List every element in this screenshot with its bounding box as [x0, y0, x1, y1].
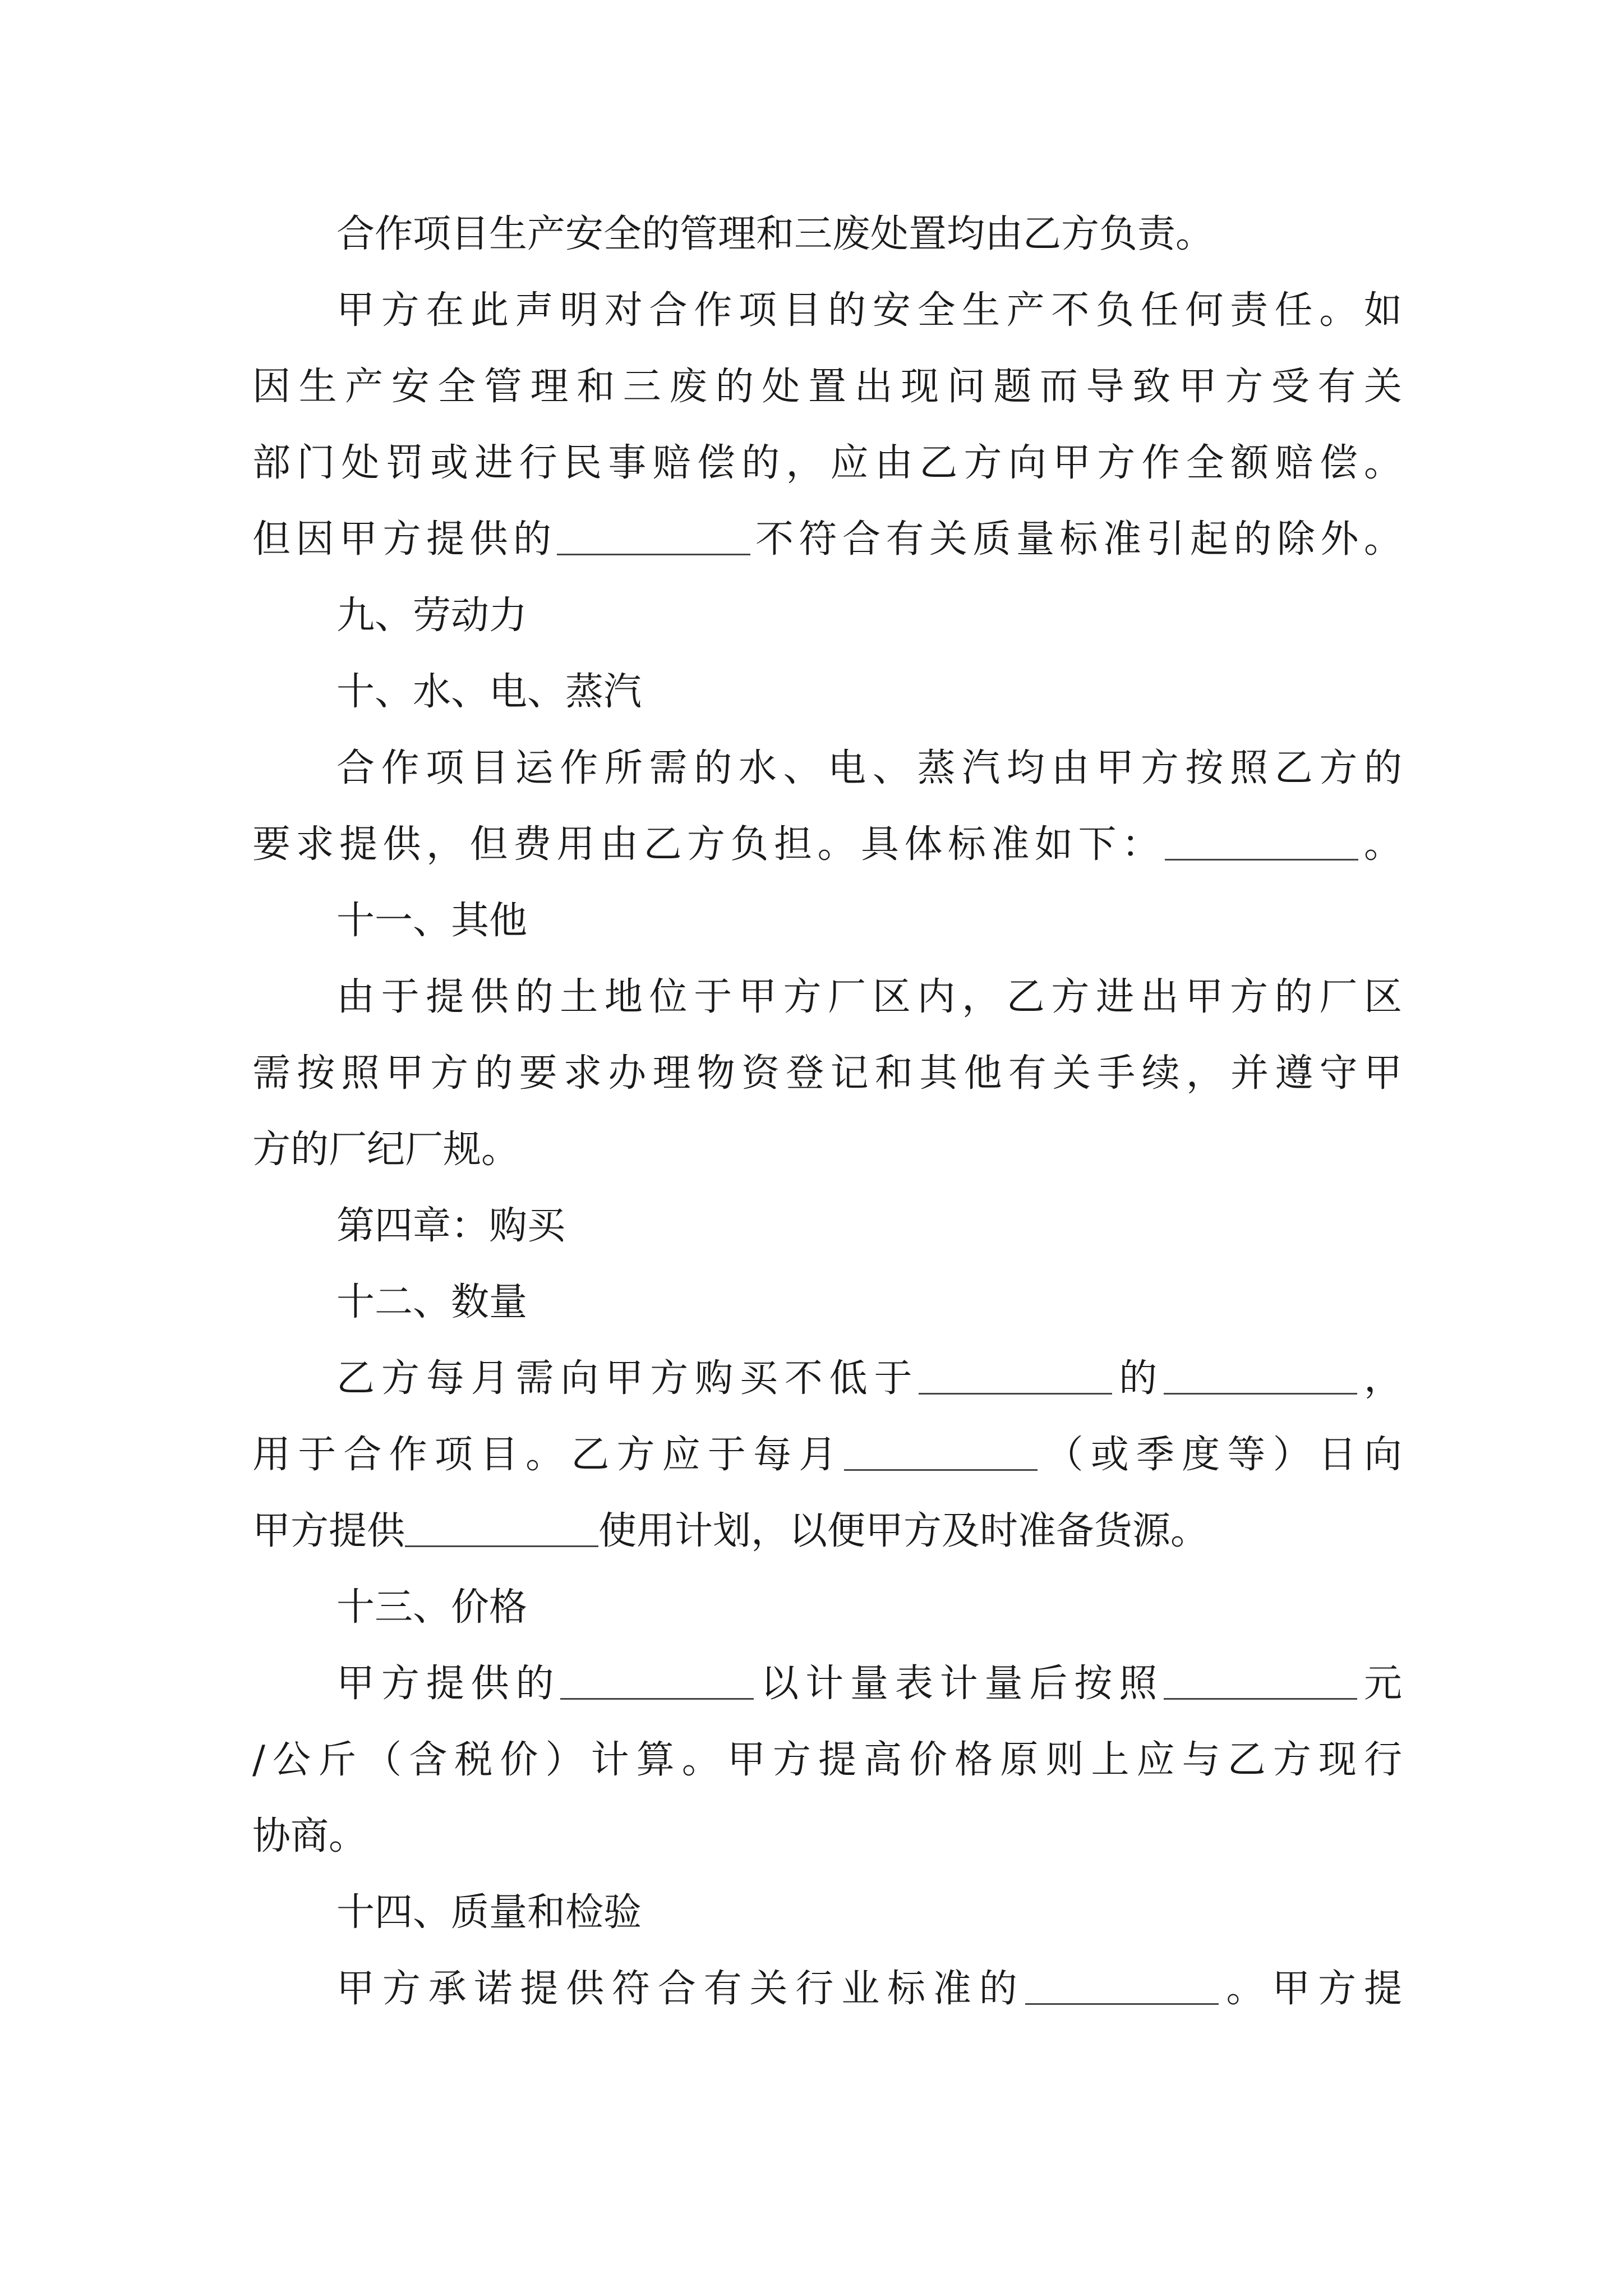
- text-segment: 乙方每月需向甲方购买不低于: [336, 1356, 919, 1401]
- text-line: [252, 1264, 1402, 1341]
- text-line: [252, 196, 1402, 273]
- text-line: [252, 501, 1402, 578]
- fill-in-blank: [919, 1359, 1112, 1395]
- text-segment: 的: [1112, 1356, 1164, 1401]
- fill-in-blank: [1025, 1970, 1219, 2005]
- text-line: [252, 730, 1402, 807]
- text-segment: 但因甲方提供的: [252, 517, 557, 562]
- text-line: [252, 1341, 1402, 1417]
- text-segment: 合作项目运作所需的水、电、蒸汽均由甲方按照乙方的: [336, 746, 1402, 790]
- text-line: [252, 883, 1402, 959]
- text-segment: 甲方提供: [252, 1509, 405, 1553]
- text-line: [252, 1188, 1402, 1264]
- text-line: [252, 578, 1402, 654]
- text-line: [252, 1036, 1402, 1112]
- text-segment: 因生产安全管理和三废的处置出现问题而导致甲方受有关: [252, 365, 1402, 409]
- text-segment: 元: [1357, 1662, 1402, 1706]
- text-line: [252, 1722, 1402, 1798]
- text-segment: （或季度等）日向: [1038, 1433, 1402, 1477]
- text-segment: 部门处罚或进行民事赔偿的，应由乙方向甲方作全额赔偿。: [252, 441, 1402, 485]
- document-page: [252, 196, 1402, 2027]
- text-line: [252, 1112, 1402, 1188]
- text-line: [252, 349, 1402, 425]
- text-segment: 。: [1358, 822, 1402, 867]
- text-line: [252, 273, 1402, 349]
- text-line: [252, 959, 1402, 1036]
- text-line: [252, 1798, 1402, 1875]
- text-line: [252, 425, 1402, 501]
- text-segment: 十三、价格: [336, 1585, 528, 1630]
- text-segment: 不符合有关质量标准引起的除外。: [750, 517, 1402, 562]
- text-line: [252, 1570, 1402, 1646]
- text-line: [252, 654, 1402, 730]
- text-line: [252, 1875, 1402, 1951]
- text-segment: 十、水、电、蒸汽: [336, 670, 642, 714]
- text-segment: 以计量表计量后按照: [754, 1662, 1164, 1706]
- fill-in-blank: [844, 1435, 1038, 1471]
- text-segment: 甲方在此声明对合作项目的安全生产不负任何责任。如: [336, 288, 1402, 333]
- text-line: [252, 1493, 1402, 1570]
- fill-in-blank: [1165, 825, 1358, 861]
- text-segment: 合作项目生产安全的管理和三废处置均由乙方负责。: [336, 212, 1214, 256]
- text-segment: 方的厂纪厂规。: [252, 1128, 520, 1172]
- fill-in-blank: [405, 1512, 598, 1547]
- text-segment: 协商。: [252, 1814, 367, 1858]
- text-segment: 需按照甲方的要求办理物资登记和其他有关手续，并遵守甲: [252, 1051, 1402, 1096]
- text-segment: 。甲方提: [1218, 1967, 1402, 2011]
- text-segment: 甲方提供的: [336, 1662, 561, 1706]
- text-line: [252, 1646, 1402, 1722]
- text-line: [252, 1951, 1402, 2027]
- fill-in-blank: [1164, 1359, 1357, 1395]
- text-segment: 十四、质量和检验: [336, 1890, 642, 1935]
- text-segment: 用于合作项目。乙方应于每月: [252, 1433, 845, 1477]
- text-line: [252, 807, 1402, 883]
- text-segment: ，: [1357, 1356, 1402, 1401]
- text-segment: 使用计划，以便甲方及时准备货源。: [598, 1509, 1209, 1553]
- fill-in-blank: [560, 1664, 754, 1700]
- text-segment: 甲方承诺提供符合有关行业标准的: [336, 1967, 1025, 2011]
- fill-in-blank: [557, 520, 750, 555]
- text-segment: 由于提供的土地位于甲方厂区内，乙方进出甲方的厂区: [336, 975, 1402, 1019]
- text-segment: 十一、其他: [336, 899, 528, 943]
- text-segment: 第四章：购买: [336, 1204, 566, 1248]
- fill-in-blank: [1164, 1664, 1357, 1700]
- text-segment: /公斤（含税价）计算。甲方提高价格原则上应与乙方现行: [252, 1738, 1402, 1782]
- text-segment: 十二、数量: [336, 1280, 528, 1324]
- text-line: [252, 1417, 1402, 1493]
- text-segment: 九、劳动力: [336, 593, 528, 638]
- text-segment: 要求提供，但费用由乙方负担。具体标准如下：: [252, 822, 1165, 867]
